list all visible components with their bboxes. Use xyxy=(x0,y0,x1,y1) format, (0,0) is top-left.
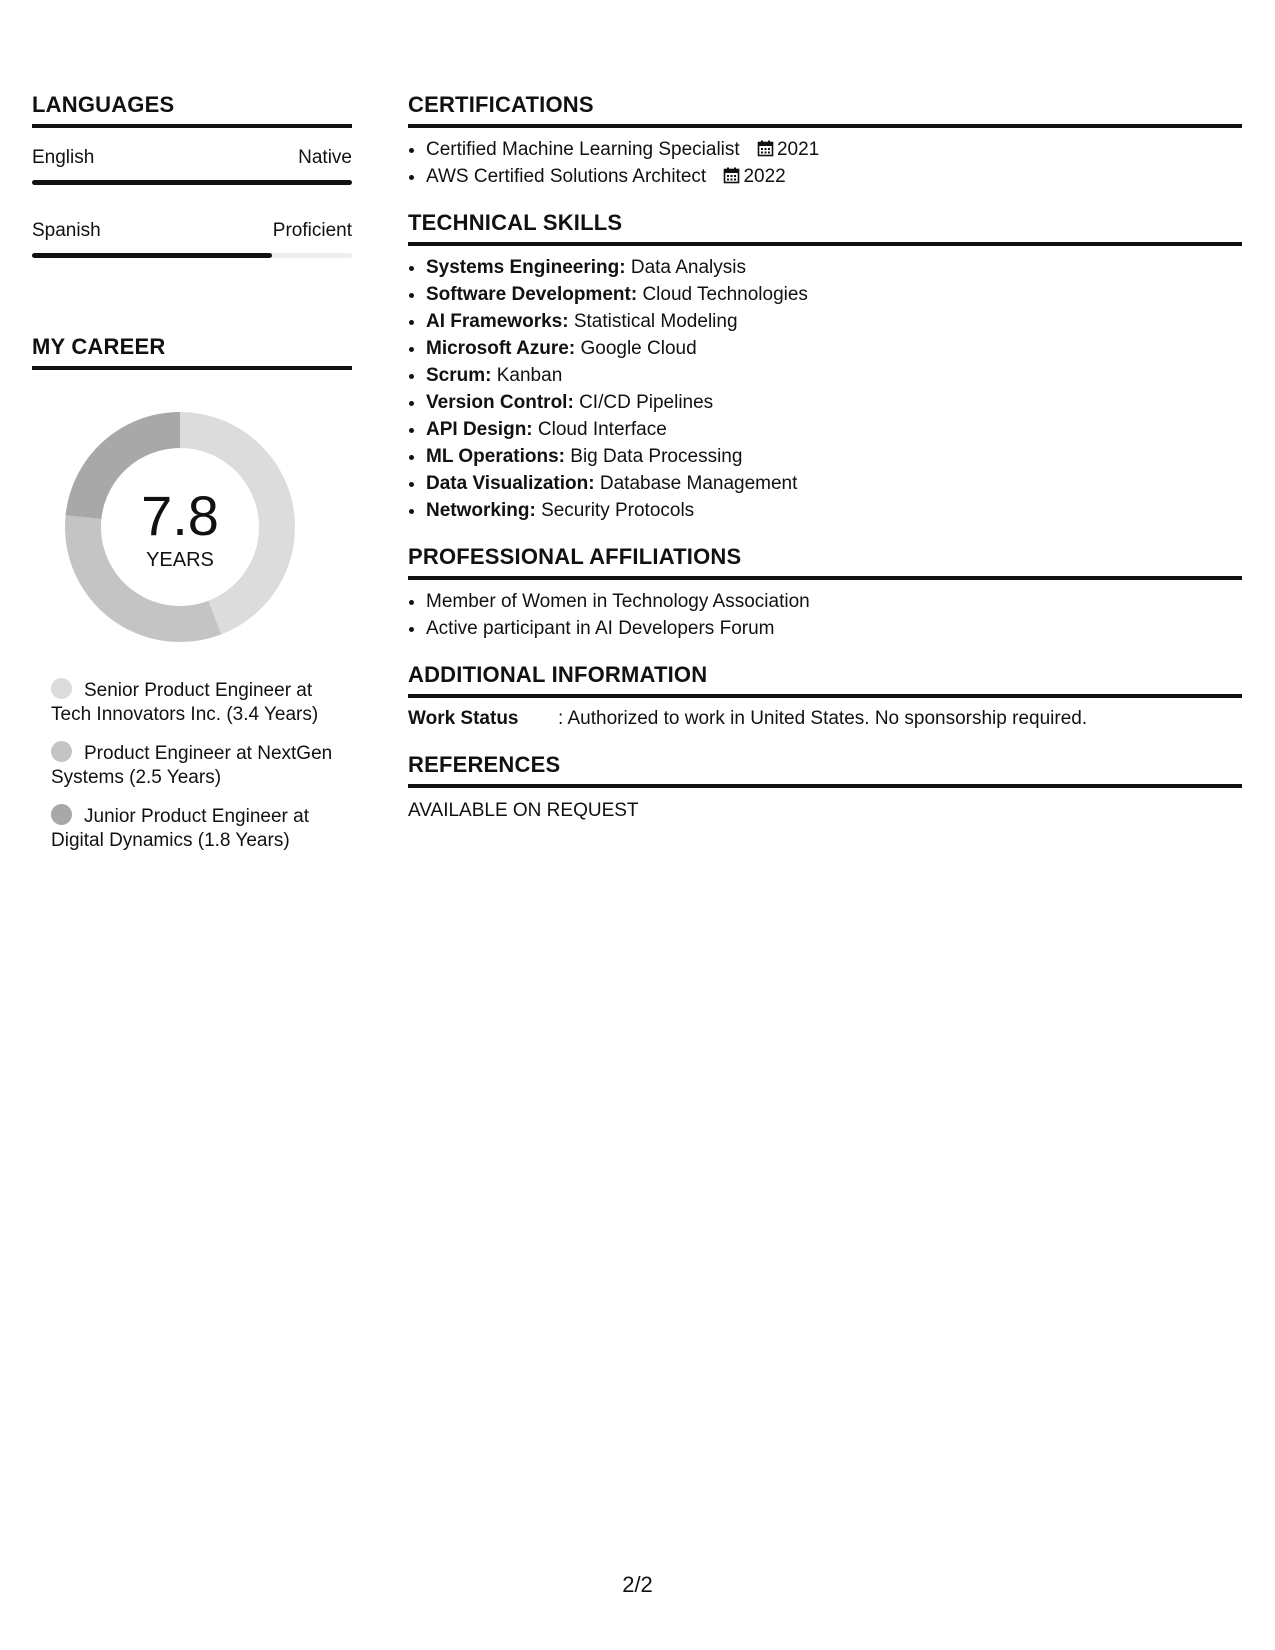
career-donut-chart xyxy=(65,412,295,642)
work-status-label: Work Status xyxy=(408,708,519,729)
skill-item xyxy=(426,416,1242,443)
skill-value: Google Cloud xyxy=(580,338,697,359)
technical-skills-heading: TECHNICAL SKILLS xyxy=(408,210,1242,246)
language-proficiency-fill xyxy=(32,253,272,258)
skill-item xyxy=(426,497,1242,524)
left-column xyxy=(32,92,352,867)
work-status-value: : Authorized to work in United States. No sponsorship required. xyxy=(558,708,1088,729)
skill-value: Cloud Interface xyxy=(537,419,667,440)
certifications-list xyxy=(408,136,1242,190)
language-item xyxy=(32,146,352,185)
career-legend-text: Product Engineer at NextGen Systems (2.5 Years) xyxy=(51,743,333,788)
skill-category: ML Operations: xyxy=(426,446,565,467)
career-years-unit: YEARS xyxy=(146,549,214,571)
career-legend-text: Senior Product Engineer at Tech Innovators Inc. (3.4 Years) xyxy=(51,680,319,725)
language-item xyxy=(32,219,352,258)
certification-name: AWS Certified Solutions Architect xyxy=(426,166,707,187)
references-heading: REFERENCES xyxy=(408,752,1242,788)
affiliations-heading: PROFESSIONAL AFFILIATIONS xyxy=(408,544,1242,580)
certifications-heading: CERTIFICATIONS xyxy=(408,92,1242,128)
legend-swatch xyxy=(51,678,72,699)
skill-item xyxy=(426,281,1242,308)
language-proficiency-bar xyxy=(32,180,352,185)
certification-item xyxy=(426,163,1242,190)
skill-item xyxy=(426,308,1242,335)
skill-value: CI/CD Pipelines xyxy=(579,392,714,413)
languages-heading: LANGUAGES xyxy=(32,92,352,128)
skill-category: Microsoft Azure: xyxy=(426,338,576,359)
language-proficiency-fill xyxy=(32,180,352,185)
career-legend-item xyxy=(51,804,341,853)
skill-category: Data Visualization: xyxy=(426,473,595,494)
skill-value: Cloud Technologies xyxy=(642,284,808,305)
certification-name: Certified Machine Learning Specialist xyxy=(426,139,740,160)
page-number: 2/2 xyxy=(622,1572,653,1597)
career-total-years: 7.8 xyxy=(141,484,219,547)
career-legend xyxy=(51,678,341,853)
skill-value: Security Protocols xyxy=(541,500,695,521)
certification-year: 2021 xyxy=(776,139,820,160)
language-level: Proficient xyxy=(272,220,352,241)
skill-category: AI Frameworks: xyxy=(426,311,569,332)
language-level: Native xyxy=(298,147,352,168)
right-column xyxy=(408,92,1242,844)
skill-value: Kanban xyxy=(496,365,563,386)
skill-category: Scrum: xyxy=(426,365,492,386)
skills-list xyxy=(408,254,1242,524)
skill-category: API Design: xyxy=(426,419,533,440)
certification-item xyxy=(426,136,1242,163)
certifications-section xyxy=(408,92,1242,190)
language-proficiency-bar xyxy=(32,253,352,258)
skill-category: Version Control: xyxy=(426,392,574,413)
work-status-row xyxy=(408,706,1242,732)
skill-item xyxy=(426,470,1242,497)
career-heading: MY CAREER xyxy=(32,334,352,370)
legend-swatch xyxy=(51,804,72,825)
skill-value: Database Management xyxy=(599,473,798,494)
additional-info-heading: ADDITIONAL INFORMATION xyxy=(408,662,1242,698)
language-name: English xyxy=(32,147,95,168)
technical-skills-section xyxy=(408,210,1242,524)
skill-category: Software Development: xyxy=(426,284,638,305)
affiliation-item: • Active participant in AI Developers Forum xyxy=(426,615,1242,642)
career-legend-item xyxy=(51,678,341,727)
affiliation-item: • Member of Women in Technology Association xyxy=(426,588,1242,615)
legend-swatch xyxy=(51,741,72,762)
skill-category: Networking: xyxy=(426,500,536,521)
affiliations-list xyxy=(408,588,1242,642)
skill-item xyxy=(426,254,1242,281)
references-text: AVAILABLE ON REQUEST xyxy=(408,800,639,821)
skill-value: Data Analysis xyxy=(630,257,746,278)
career-legend-text: Junior Product Engineer at Digital Dynamics (1.8 Years) xyxy=(51,806,309,851)
skill-item xyxy=(426,362,1242,389)
certification-year: 2022 xyxy=(743,166,786,187)
skill-value: Statistical Modeling xyxy=(573,311,738,332)
skill-category: Systems Engineering: xyxy=(426,257,626,278)
calendar-icon xyxy=(757,140,774,157)
calendar-icon xyxy=(723,167,740,184)
skill-item xyxy=(426,389,1242,416)
skill-item xyxy=(426,443,1242,470)
skill-value: Big Data Processing xyxy=(570,446,743,467)
additional-info-section xyxy=(408,662,1242,732)
references-section xyxy=(408,752,1242,824)
skill-item xyxy=(426,335,1242,362)
career-legend-item xyxy=(51,741,341,790)
language-name: Spanish xyxy=(32,220,101,241)
affiliations-section xyxy=(408,544,1242,642)
